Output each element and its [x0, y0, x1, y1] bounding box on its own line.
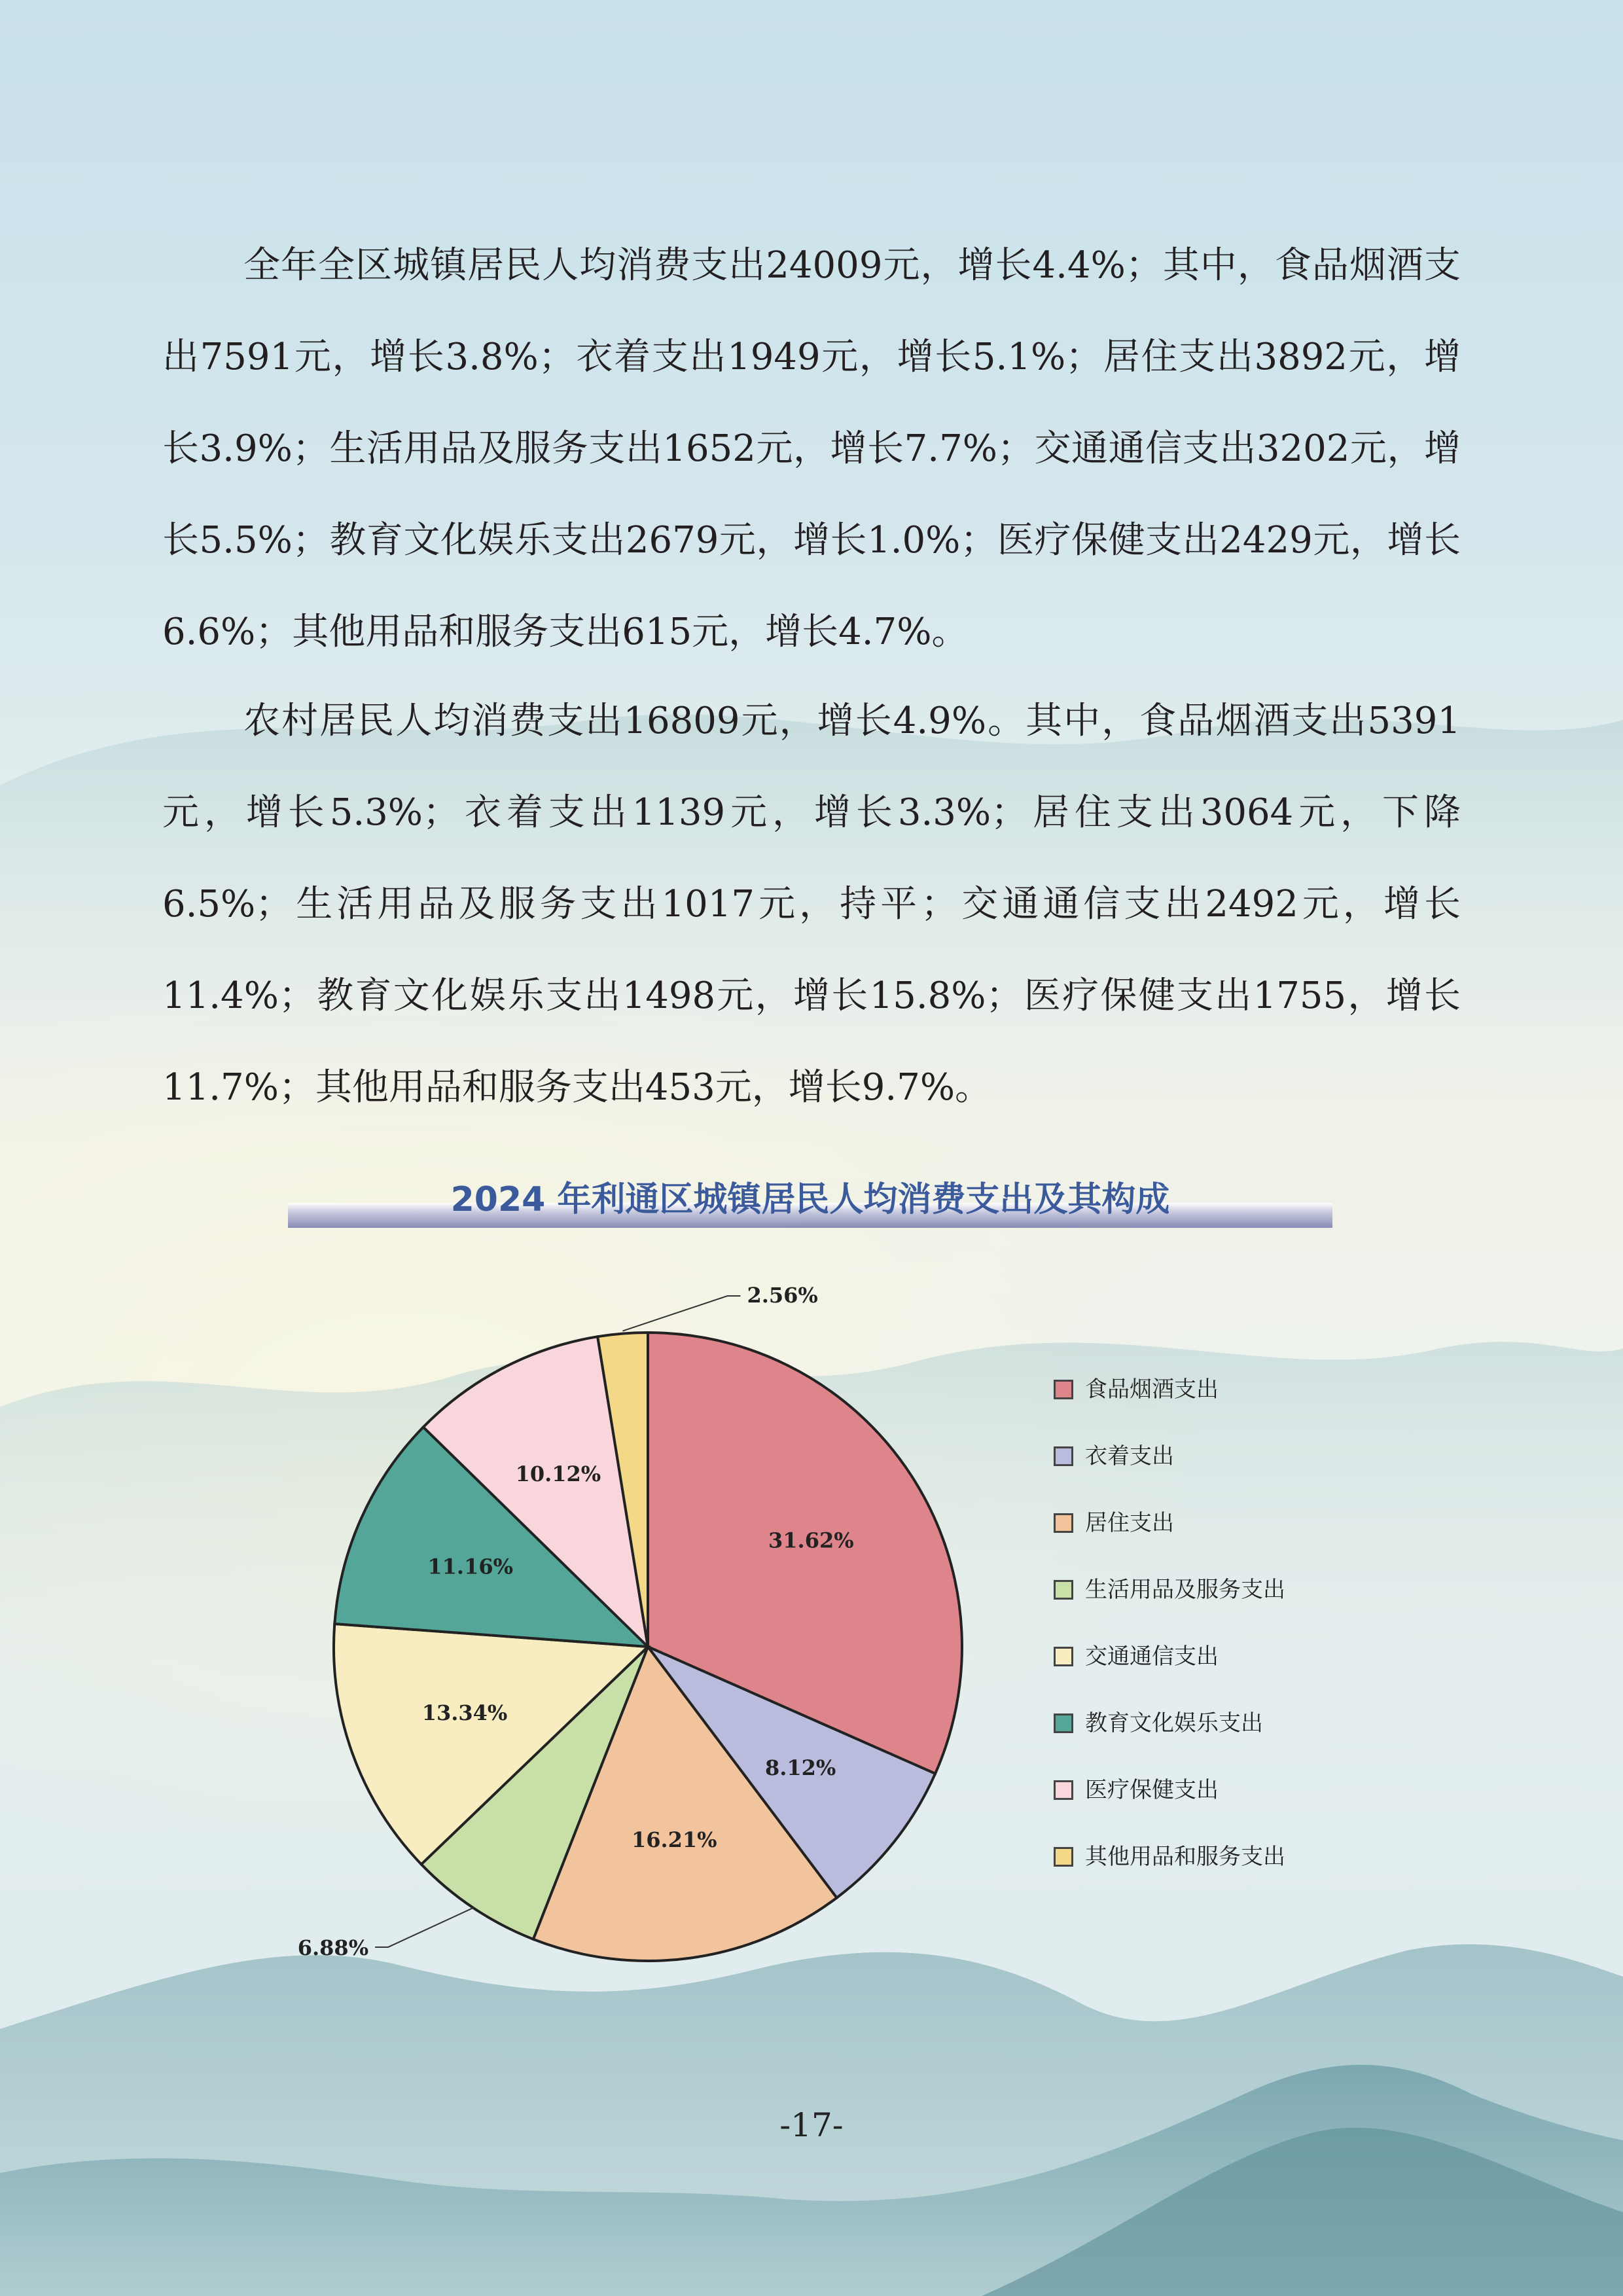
legend-label: 交通通信支出: [1085, 1643, 1219, 1670]
legend-label: 食品烟酒支出: [1085, 1376, 1219, 1403]
slice-label-clothing: 8.12%: [764, 1755, 836, 1780]
legend-swatch: [1054, 1513, 1073, 1533]
chart-legend: [1054, 1374, 1285, 1909]
slice-label-medical: 10.12%: [515, 1461, 601, 1486]
legend-item-food: [1054, 1374, 1285, 1441]
legend-swatch: [1054, 1780, 1073, 1800]
legend-item-other: [1054, 1842, 1285, 1909]
slice-label-food: 31.62%: [768, 1528, 854, 1553]
legend-label: 其他用品和服务支出: [1085, 1844, 1285, 1870]
legend-item-housing: [1054, 1508, 1285, 1575]
legend-swatch: [1054, 1380, 1073, 1399]
urban-consumption-paragraph: 全年全区城镇居民人均消费支出24009元，增长4.4%；其中，食品烟酒支出7591元，增长3.8%；衣着支出1949元，增长5.1%；居住支出3892元，增长3.9%；生活用品及服务支出1652元，增长7.7%；交通通信支出3202元，增长5.5%；教育文化娱乐支出2679元，增长1.0%；医疗保健支出2429元，增长6.6%；其他用品和服务支出615元，增长4.7%。: [162, 244, 1461, 653]
legend-label: 衣着支出: [1085, 1443, 1174, 1469]
legend-item-education: [1054, 1708, 1285, 1775]
legend-item-household: [1054, 1575, 1285, 1641]
rural-consumption-paragraph: 农村居民人均消费支出16809元，增长4.9%。其中，食品烟酒支出5391元，增长5.3%；衣着支出1139元，增长3.3%；居住支出3064元，下降6.5%；生活用品及服务支出1017元，持平；交通通信支出2492元，增长11.4%；教育文化娱乐支出1498元，增长15.8%；医疗保健支出1755，增长11.7%；其他用品和服务支出453元，增长9.7%。: [162, 700, 1461, 1109]
legend-label: 生活用品及服务支出: [1085, 1577, 1285, 1603]
chart-title: 2024 年利通区城镇居民人均消费支出及其构成: [450, 1180, 1170, 1219]
slice-label-transport: 13.34%: [421, 1700, 508, 1725]
leader-line-household: [375, 1908, 473, 1947]
legend-swatch: [1054, 1580, 1073, 1600]
legend-swatch: [1054, 1847, 1073, 1867]
legend-label: 教育文化娱乐支出: [1085, 1710, 1263, 1736]
legend-swatch: [1054, 1647, 1073, 1666]
page-number: -17-: [779, 2106, 844, 2144]
slice-label-other: 2.56%: [747, 1283, 818, 1308]
legend-item-medical: [1054, 1775, 1285, 1842]
legend-label: 医疗保健支出: [1085, 1777, 1219, 1803]
slice-label-education: 11.16%: [427, 1554, 514, 1579]
legend-swatch: [1054, 1713, 1073, 1733]
legend-swatch: [1054, 1446, 1073, 1466]
leader-line-other: [622, 1296, 740, 1331]
slice-label-housing: 16.21%: [631, 1827, 717, 1852]
legend-label: 居住支出: [1085, 1510, 1174, 1536]
legend-item-clothing: [1054, 1441, 1285, 1508]
legend-item-transport: [1054, 1641, 1285, 1708]
slice-label-household: 6.88%: [297, 1935, 369, 1960]
